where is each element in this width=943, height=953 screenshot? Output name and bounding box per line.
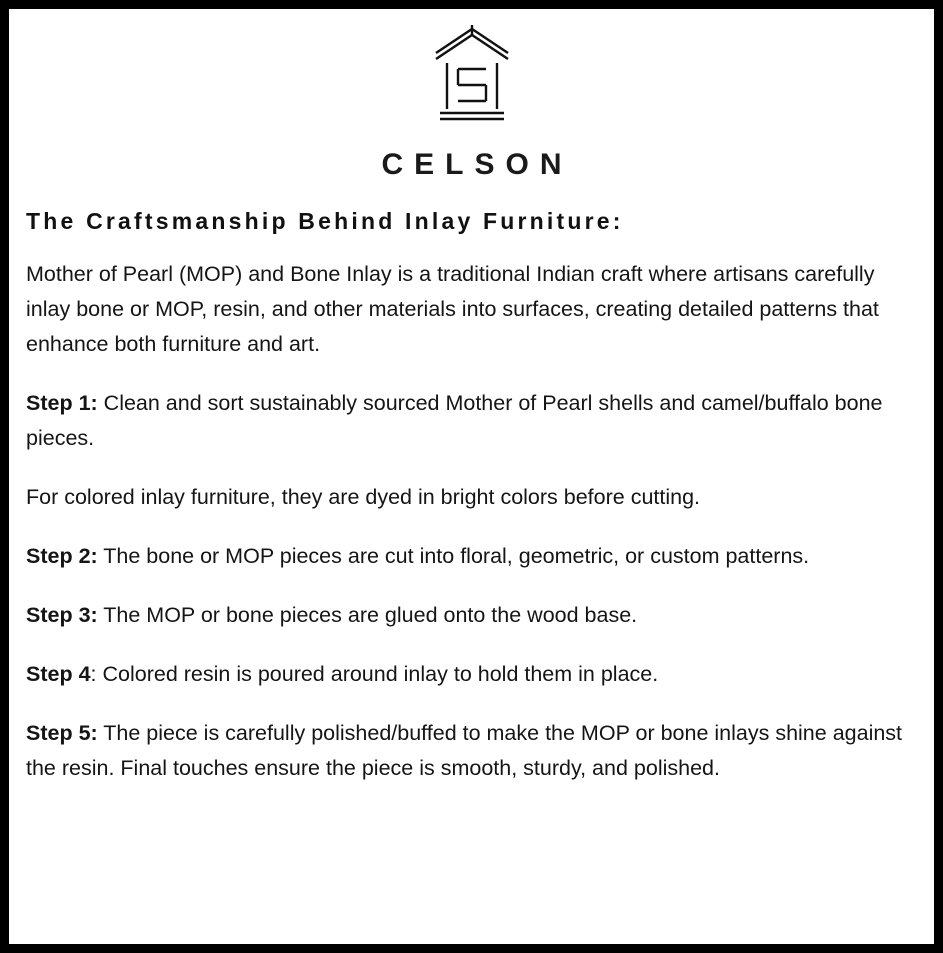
- paragraph-label: Step 5:: [26, 721, 98, 745]
- paragraph-text: Mother of Pearl (MOP) and Bone Inlay is a traditional Indian craft where artisans carefully inlay bone or MOP, resin, and other materials into surfaces, creating detailed patterns that enhance both furniture and art.: [26, 262, 879, 356]
- house-monogram-logo-icon: [428, 23, 516, 127]
- paragraph-text: Clean and sort sustainably sourced Mother of Pearl shells and camel/buffalo bone pieces.: [26, 391, 883, 450]
- paragraph-text: The MOP or bone pieces are glued onto the wood base.: [97, 603, 638, 627]
- paragraph-text: The bone or MOP pieces are cut into floral, geometric, or custom patterns.: [97, 544, 810, 568]
- paragraph-label: Step 1:: [26, 391, 98, 415]
- document-body: [26, 257, 917, 786]
- paragraph-text: : Colored resin is poured around inlay to hold them in place.: [90, 662, 659, 686]
- brand-name: CELSON: [381, 148, 573, 181]
- paragraph-label: Step 3:: [26, 603, 98, 627]
- paragraph-text: The piece is carefully polished/buffed to make the MOP or bone inlays shine against the resin. Final touches ensure the piece is smooth, sturdy, and polished.: [26, 721, 903, 780]
- paragraph-step-5: [26, 716, 917, 786]
- paragraph-intro: [26, 257, 917, 362]
- page-title: The Craftsmanship Behind Inlay Furniture:: [26, 208, 624, 234]
- paragraph-colored-inlay-note: [26, 480, 917, 515]
- paragraph-label: Step 4: [26, 662, 91, 686]
- paragraph-step-4: [26, 657, 917, 692]
- brand-header: [26, 17, 917, 182]
- paragraph-step-3: [26, 598, 917, 633]
- paragraph-label: Step 2:: [26, 544, 98, 568]
- paragraph-text: For colored inlay furniture, they are dyed in bright colors before cutting.: [26, 485, 701, 509]
- paragraph-step-1: [26, 386, 917, 456]
- paragraph-step-2: [26, 539, 917, 574]
